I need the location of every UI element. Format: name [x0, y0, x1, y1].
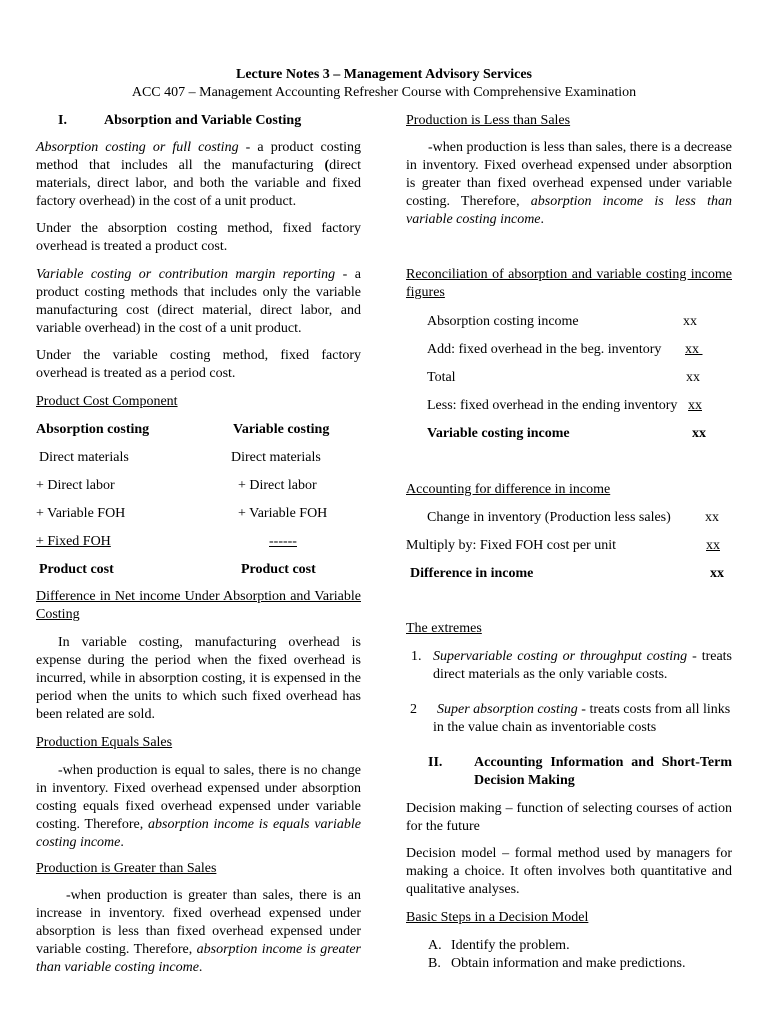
absorption-row: + Direct labor [36, 478, 115, 493]
absorption-total: Product cost [39, 562, 114, 577]
variable-definition [36, 266, 361, 338]
production-less-paragraph [406, 139, 732, 229]
variable-row: ------ [269, 534, 297, 549]
accounting-label: Multiply by: Fixed FOH cost per unit [406, 538, 616, 553]
term: Variable costing or contribution margin reporting [36, 267, 336, 282]
production-equals-sales-paragraph [36, 762, 361, 852]
reconciliation-label: Less: fixed overhead in the ending inventory [427, 398, 678, 413]
accounting-label: Change in inventory (Production less sales) [427, 510, 671, 525]
production-greater-heading: Production is Greater than Sales [36, 861, 217, 876]
absorption-column-heading: Absorption costing [36, 422, 150, 437]
basic-steps-heading: Basic Steps in a Decision Model [406, 910, 589, 925]
text: - a product costing method that includes all the manufacturing [36, 140, 361, 173]
production-greater-paragraph [36, 887, 361, 977]
text: . [120, 835, 124, 850]
variable-row: Direct materials [231, 450, 321, 465]
variable-row: + Variable FOH [238, 506, 328, 521]
extreme-item [433, 648, 732, 684]
absorption-fixed-overhead-note: Under the absorption costing method, fixed factory overhead is treated a product cost. [36, 221, 361, 254]
production-equals-sales-heading: Production Equals Sales [36, 735, 173, 750]
step-text: Obtain information and make predictions. [451, 956, 686, 971]
production-less-heading: Production is Less than Sales [406, 113, 571, 128]
step-letter: A. [428, 938, 442, 953]
extreme-number: 2 [410, 702, 417, 717]
reconciliation-value: xx [683, 314, 697, 329]
variable-column-heading: Variable costing [233, 422, 330, 437]
reconciliation-label: Total [427, 370, 456, 385]
product-cost-component-heading: Product Cost Component [36, 394, 178, 409]
text: direct materials, direct labor, and both the variable and fixed factory overhead) in the cost of a unit product. [36, 158, 361, 209]
reconciliation-value: xx [686, 370, 700, 385]
accounting-difference-heading: Accounting for difference in income [406, 482, 611, 497]
difference-heading: Difference in Net income Under Absorption and Variable Costing [36, 589, 361, 622]
absorption-definition [36, 139, 361, 211]
absorption-row: + Fixed FOH [36, 534, 111, 549]
reconciliation-value: xx [685, 342, 703, 357]
document-subtitle: ACC 407 – Management Accounting Refresher Course with Comprehensive Examination [131, 85, 637, 100]
step-text: Identify the problem. [451, 938, 570, 953]
term: Supervariable costing or throughput costing [433, 649, 688, 664]
reconciliation-value: xx [692, 426, 706, 441]
reconciliation-label: Absorption costing income [427, 314, 579, 329]
variable-row: + Direct labor [238, 478, 317, 493]
emphasis: absorption income is equals variable costing income [36, 817, 361, 850]
paren: ( [324, 158, 330, 173]
text: - a product costing methods that includes only the variable manufacturing cost (direct material, direct labor, and variable overhead) in the cost of a unit product. [36, 267, 361, 336]
text: . [198, 960, 203, 975]
reconciliation-value: xx [688, 398, 702, 413]
decision-making-definition: Decision making – function of selecting courses of action for the future [406, 801, 732, 834]
reconciliation-label: Variable costing income [427, 426, 570, 441]
difference-paragraph: In variable costing, manufacturing overhead is expense during the period when the fixed overhead is incurred, while in absorption costing, it is expensed in the period when the units to which such fixed overhead has been related are sold. [36, 635, 361, 722]
text: -when production is less than sales, there is a decrease in inventory. Fixed overhead expensed under absorption is greater than fixed overhead expensed under variable costing. Therefore, [406, 140, 733, 209]
section-1-number: I. [58, 113, 67, 128]
document-title: Lecture Notes 3 – Management Advisory Services [235, 67, 533, 82]
absorption-row: + Variable FOH [36, 506, 126, 521]
step-letter: B. [428, 956, 441, 971]
decision-model-definition: Decision model – formal method used by managers for making a choice. It often involves both quantitative and qualitative analyses. [406, 846, 732, 897]
term: Absorption costing or full costing [36, 140, 239, 155]
section-2-number: II. [428, 755, 443, 770]
section-1-title: Absorption and Variable Costing [104, 113, 302, 128]
accounting-value: xx [705, 510, 719, 525]
variable-fixed-overhead-note: Under the variable costing method, fixed factory overhead is treated as a period cost. [36, 348, 361, 381]
accounting-value: xx [706, 538, 720, 553]
absorption-row: Direct materials [39, 450, 129, 465]
extreme-number: 1. [411, 649, 422, 664]
text: - treats costs from all links in the value chain as inventoriable costs [433, 702, 731, 735]
extreme-item [433, 701, 732, 737]
emphasis: absorption income is less than variable costing income [406, 194, 732, 227]
extremes-heading: The extremes [406, 621, 482, 636]
accounting-label: Difference in income [410, 566, 534, 581]
reconciliation-label: Add: fixed overhead in the beg. inventory [427, 342, 662, 357]
text: . [540, 212, 545, 227]
accounting-value: xx [710, 566, 724, 581]
text: - treats direct materials as the only variable costs. [433, 649, 733, 682]
text: -when production is greater than sales, there is an increase in inventory. fixed overhead expensed under absorption is less than fixed overhead expensed under variable costing. Therefore, [36, 888, 361, 957]
text: -when production is equal to sales, there is no change in inventory. Fixed overhead expensed under absorption costing equals fixed overhead expensed under variable costing. Therefore, [36, 763, 361, 832]
reconciliation-heading: Reconciliation of absorption and variable costing income figures [406, 267, 732, 300]
emphasis: absorption income is greater than variable costing income [36, 942, 361, 975]
term: Super absorption costing [437, 702, 578, 717]
variable-total: Product cost [241, 562, 316, 577]
section-2-title: Accounting Information and Short-Term Decision Making [474, 755, 732, 788]
